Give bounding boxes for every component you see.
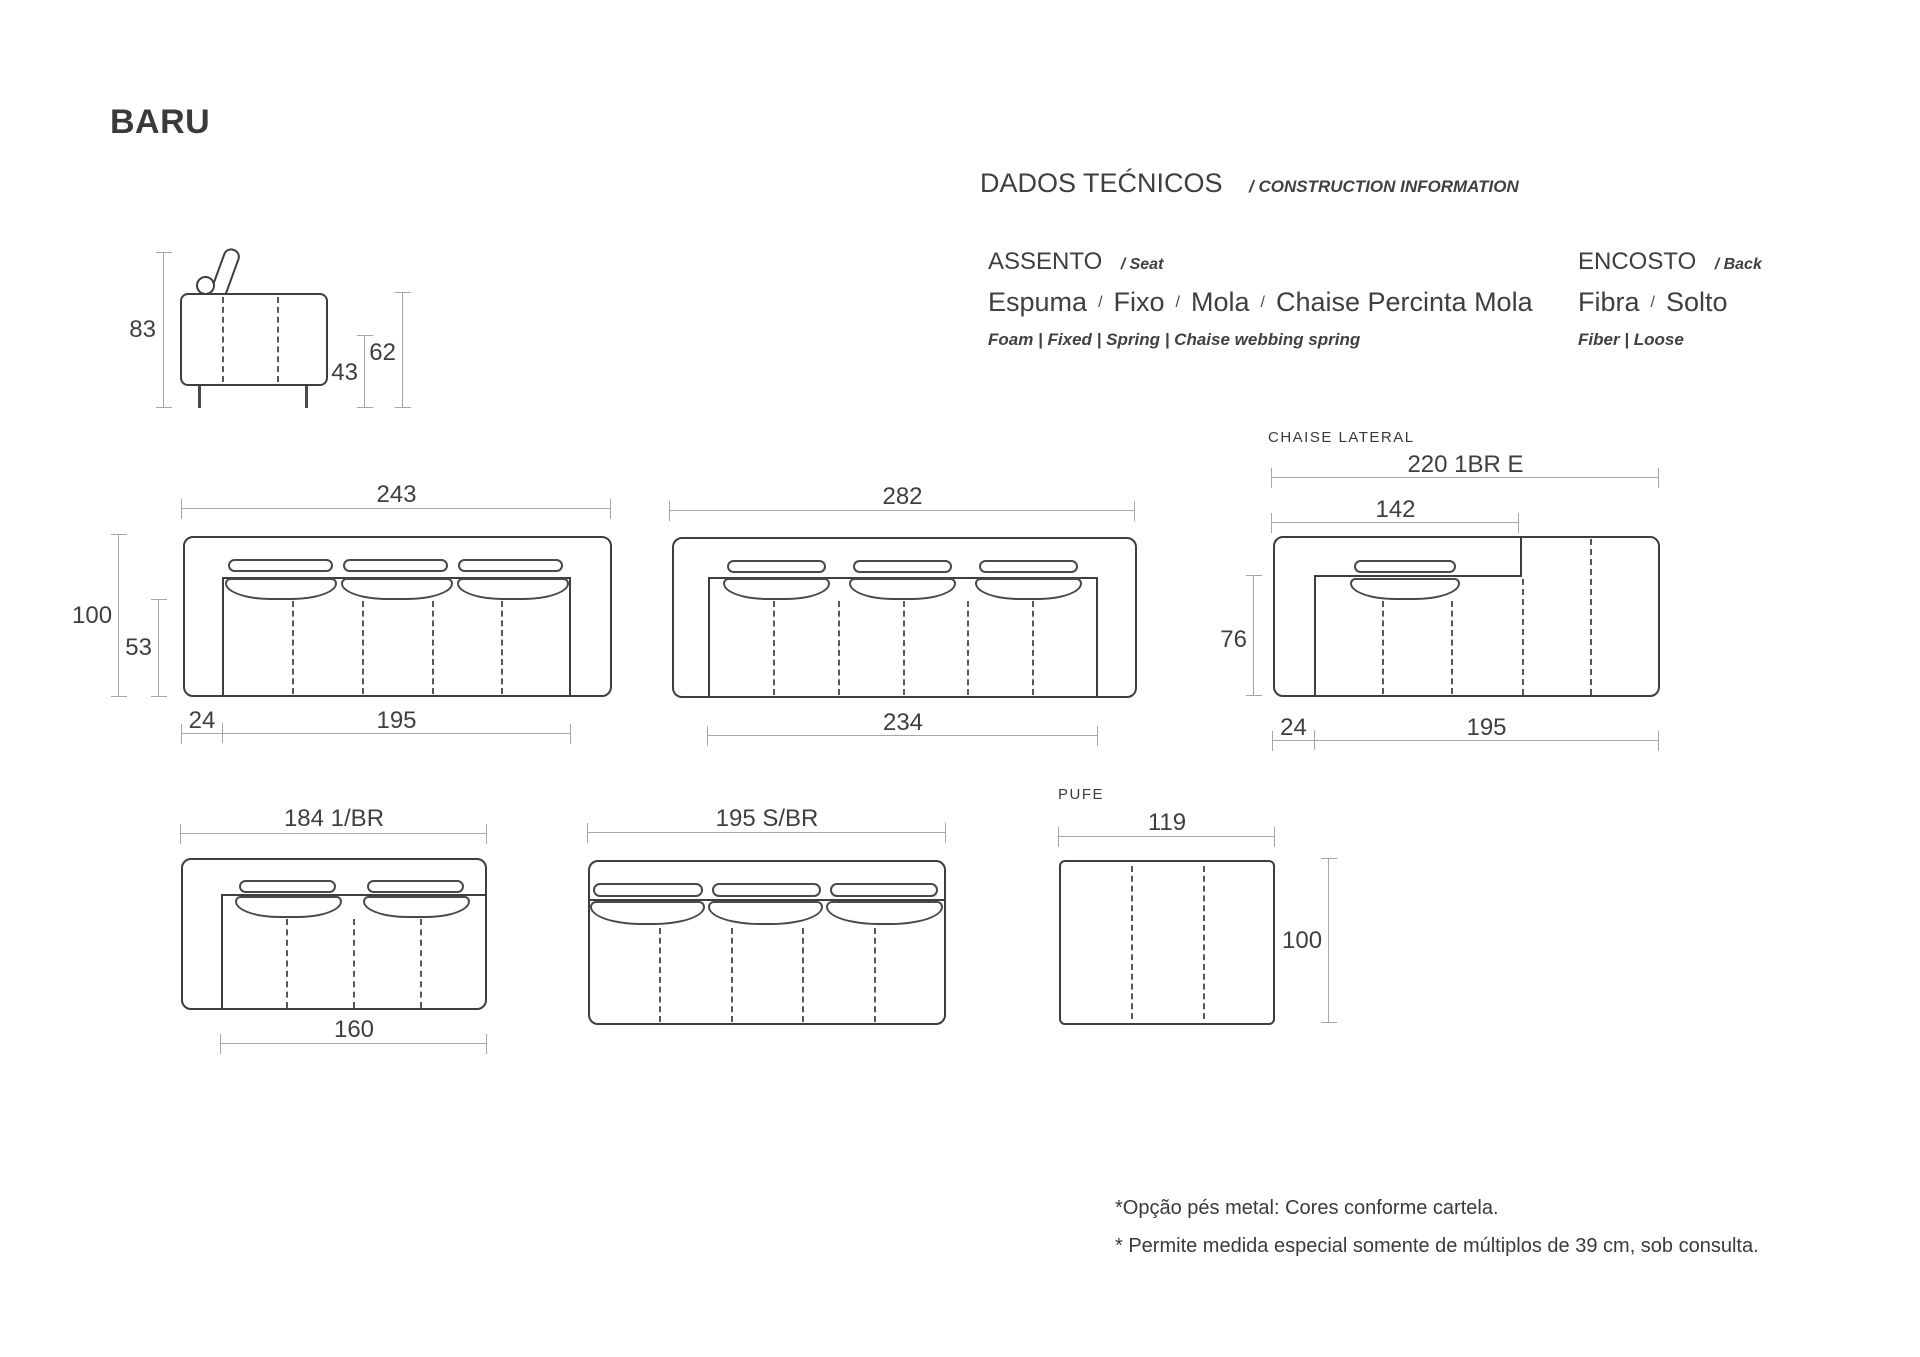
dim-line-sofa243-bottom	[182, 733, 571, 734]
dim-line-sofa282-width	[670, 510, 1135, 511]
dim-line-pufe-depth	[1328, 859, 1329, 1023]
seat-option: Mola	[1190, 287, 1250, 317]
back-cushion	[367, 880, 464, 893]
seam-divider	[838, 601, 840, 695]
back-spec-line-en: Fiber | Loose	[1578, 330, 1684, 349]
back-cushion	[228, 559, 333, 572]
dim-sofa195-code: 195 S/BR	[715, 805, 819, 832]
seam-divider	[1382, 601, 1384, 694]
dim-sofa184-code: 184 1/BR	[283, 805, 385, 832]
dim-chaise-arm: 24	[1280, 714, 1307, 741]
dim-line-sofa282-bottom	[708, 735, 1098, 736]
dim-sofa184-seat-width: 160	[333, 1016, 375, 1043]
seam-divider	[1451, 601, 1453, 694]
dim-seat-height: 43	[331, 359, 358, 386]
seat-option: Chaise Percinta Mola	[1275, 287, 1533, 317]
back-heading	[1578, 248, 1762, 276]
dim-line-sofa184-bottom	[221, 1043, 487, 1044]
dim-total-height: 83	[129, 316, 156, 343]
back-cushion	[979, 560, 1078, 573]
separator: /	[1175, 294, 1180, 311]
dim-sofa243-depth: 100	[72, 602, 113, 629]
seam-divider	[659, 928, 661, 1022]
dim-pufe-depth: 100	[1282, 927, 1323, 954]
seam-divider	[1203, 866, 1205, 1019]
seam-divider	[292, 601, 294, 694]
seat-spec-line	[988, 287, 1533, 318]
dim-line-pufe-width	[1059, 836, 1275, 837]
dim-tick	[1314, 730, 1315, 750]
separator: /	[1260, 294, 1265, 311]
dim-line-sofa184-width	[181, 833, 487, 834]
heading-pt: DADOS TEĆNICOS	[980, 168, 1223, 198]
pufe-label: PUFE	[1058, 786, 1105, 803]
dim-line-sofa195-width	[588, 832, 946, 833]
dim-line-chaise-section	[1272, 522, 1519, 523]
back-cushion	[853, 560, 952, 573]
technical-data-heading	[980, 168, 1519, 199]
dim-line-sofa243-depth	[118, 535, 119, 697]
back-cushion	[712, 883, 821, 897]
seam-divider	[967, 601, 969, 695]
dim-sofa282-seat-width: 234	[882, 709, 924, 736]
seam-divider	[420, 919, 422, 1008]
chaise-label: CHAISE LATERAL	[1268, 429, 1415, 446]
back-cushion	[593, 883, 703, 897]
back-cushion	[343, 559, 448, 572]
dim-chaise-section: 142	[1375, 496, 1416, 523]
seam-divider	[1131, 866, 1133, 1019]
dim-line-total-height	[163, 253, 164, 408]
seam-divider	[432, 601, 434, 694]
seat-heading-en: / Seat	[1120, 256, 1164, 273]
dim-chaise-seat-width: 195	[1466, 714, 1507, 741]
back-cushion	[458, 559, 563, 572]
dim-sofa243-arm: 24	[188, 707, 216, 734]
dim-sofa243-seat-depth: 53	[125, 634, 152, 661]
seam-divider	[1032, 601, 1034, 695]
seat-heading	[988, 248, 1163, 276]
heading-en: / CONSTRUCTION INFORMATION	[1249, 177, 1519, 196]
seam-divider	[1522, 579, 1524, 695]
dim-line-sofa243-width	[182, 508, 611, 509]
back-option: Fibra	[1578, 287, 1640, 317]
pufe-outline	[1059, 860, 1275, 1025]
seat-option: Espuma	[988, 287, 1088, 317]
back-heading-pt: ENCOSTO	[1578, 248, 1697, 275]
seam-divider	[773, 601, 775, 695]
footnote-2: * Permite medida especial somente de múltiplos de 39 cm, sob consulta.	[1115, 1235, 1759, 1257]
page-title: BARU	[110, 103, 211, 141]
back-cushion	[239, 880, 336, 893]
dim-sofa282-width: 282	[882, 483, 923, 510]
side-view-divider	[222, 297, 224, 382]
seam-divider	[362, 601, 364, 694]
seam-divider	[1590, 539, 1592, 695]
dim-arm-height: 62	[369, 339, 396, 366]
dim-line-chaise-depth	[1253, 576, 1254, 696]
back-option: Solto	[1665, 287, 1728, 317]
seat-option: Fixo	[1113, 287, 1165, 317]
side-view-leg	[305, 386, 308, 408]
separator: /	[1098, 294, 1103, 311]
seam-divider	[731, 928, 733, 1022]
back-cushion	[830, 883, 938, 897]
side-view-body	[180, 293, 328, 386]
seat-heading-pt: ASSENTO	[988, 248, 1103, 275]
back-spec-line	[1578, 287, 1728, 318]
dim-line-chaise-bottom	[1273, 740, 1659, 741]
back-cushion	[1354, 560, 1456, 573]
seat-spec-line-en: Foam | Fixed | Spring | Chaise webbing spring	[988, 330, 1361, 349]
dim-pufe-width: 119	[1147, 809, 1187, 836]
chaise-module-boundary	[1520, 538, 1522, 577]
dim-tick	[222, 723, 223, 743]
seam-divider	[903, 601, 905, 695]
side-view-leg	[198, 386, 201, 408]
back-cushion	[727, 560, 826, 573]
dim-line-sofa243-seat-depth	[158, 600, 159, 697]
seam-divider	[286, 919, 288, 1008]
seam-divider	[353, 919, 355, 1008]
seam-divider	[874, 928, 876, 1022]
dim-sofa243-width: 243	[376, 481, 417, 508]
back-heading-en: / Back	[1714, 256, 1762, 273]
dim-chaise-depth: 76	[1220, 626, 1247, 653]
side-view-divider	[277, 297, 279, 382]
dim-line-chaise-width	[1272, 477, 1659, 478]
dim-chaise-code: 220 1BR E	[1407, 451, 1524, 478]
dim-sofa243-seat-width: 195	[376, 707, 417, 734]
separator: /	[1650, 294, 1655, 311]
seam-divider	[802, 928, 804, 1022]
seam-divider	[501, 601, 503, 694]
footnote-1: *Opção pés metal: Cores conforme cartela.	[1115, 1197, 1499, 1219]
dim-line-arm-height	[402, 293, 403, 408]
